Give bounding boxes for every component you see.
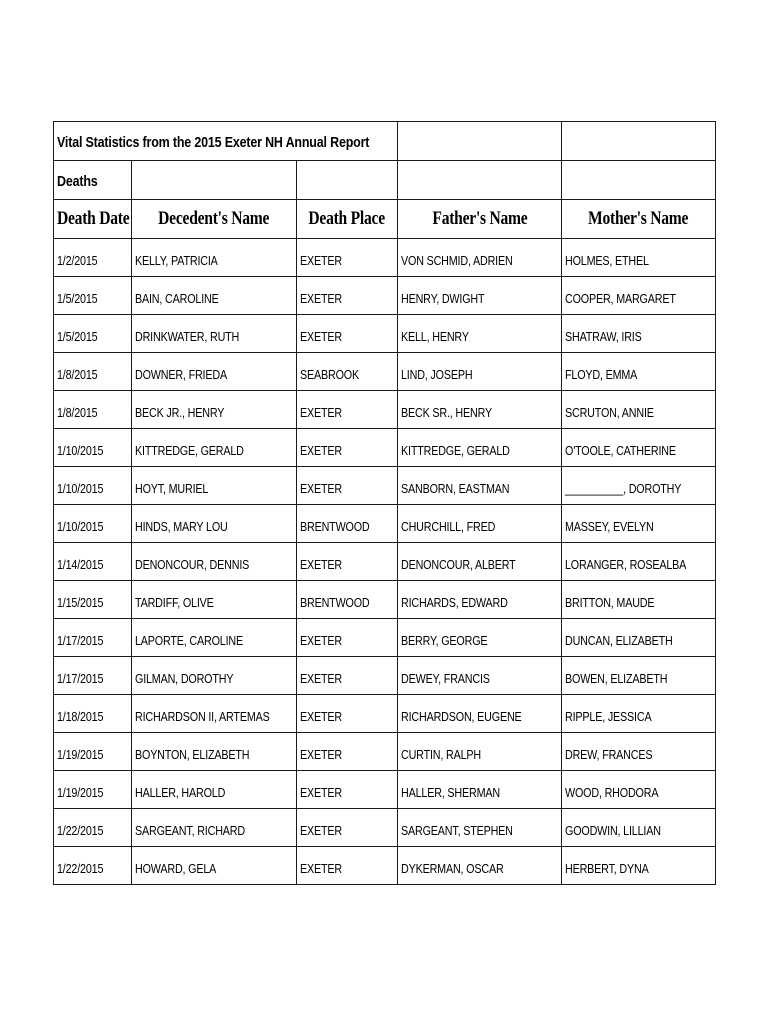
death-place-cell: EXETER	[297, 467, 398, 505]
death-date-cell: 1/22/2015	[54, 847, 132, 885]
death-date-cell: 1/5/2015	[54, 315, 132, 353]
mother-name-cell: HERBERT, DYNA	[562, 847, 716, 885]
table-row	[54, 847, 716, 885]
death-place-cell: BRENTWOOD	[297, 581, 398, 619]
father-name-cell: DYKERMAN, OSCAR	[398, 847, 562, 885]
death-place-cell: EXETER	[297, 771, 398, 809]
mother-name-cell: GOODWIN, LILLIAN	[562, 809, 716, 847]
column-header-death-place: Death Place	[297, 200, 398, 239]
death-date-cell: 1/2/2015	[54, 239, 132, 277]
table-row	[54, 543, 716, 581]
empty-cell	[562, 122, 716, 161]
death-date-cell: 1/8/2015	[54, 353, 132, 391]
father-name-cell: BERRY, GEORGE	[398, 619, 562, 657]
title-row	[54, 122, 716, 161]
decedent-name-cell: BOYNTON, ELIZABETH	[132, 733, 297, 771]
death-place-cell: EXETER	[297, 315, 398, 353]
father-name-cell: RICHARDSON, EUGENE	[398, 695, 562, 733]
section-row	[54, 161, 716, 200]
mother-name-cell: FLOYD, EMMA	[562, 353, 716, 391]
decedent-name-cell: LAPORTE, CAROLINE	[132, 619, 297, 657]
empty-cell	[297, 161, 398, 200]
decedent-name-cell: TARDIFF, OLIVE	[132, 581, 297, 619]
father-name-cell: KITTREDGE, GERALD	[398, 429, 562, 467]
death-date-cell: 1/22/2015	[54, 809, 132, 847]
death-date-cell: 1/14/2015	[54, 543, 132, 581]
death-place-cell: SEABROOK	[297, 353, 398, 391]
death-place-cell: BRENTWOOD	[297, 505, 398, 543]
table-row	[54, 391, 716, 429]
father-name-cell: KELL, HENRY	[398, 315, 562, 353]
decedent-name-cell: SARGEANT, RICHARD	[132, 809, 297, 847]
mother-name-cell: DUNCAN, ELIZABETH	[562, 619, 716, 657]
death-place-cell: EXETER	[297, 695, 398, 733]
section-label: Deaths	[57, 174, 98, 190]
death-place-cell: EXETER	[297, 239, 398, 277]
empty-cell	[398, 161, 562, 200]
mother-name-cell: RIPPLE, JESSICA	[562, 695, 716, 733]
table-row	[54, 429, 716, 467]
death-place-cell: EXETER	[297, 619, 398, 657]
empty-cell	[132, 161, 297, 200]
column-header-mother-name: Mother's Name	[562, 200, 716, 239]
death-date-cell: 1/19/2015	[54, 771, 132, 809]
column-header-father-name: Father's Name	[398, 200, 562, 239]
table-row	[54, 733, 716, 771]
decedent-name-cell: KELLY, PATRICIA	[132, 239, 297, 277]
decedent-name-cell: GILMAN, DOROTHY	[132, 657, 297, 695]
decedent-name-cell: KITTREDGE, GERALD	[132, 429, 297, 467]
death-place-cell: EXETER	[297, 733, 398, 771]
father-name-cell: RICHARDS, EDWARD	[398, 581, 562, 619]
table-row	[54, 619, 716, 657]
mother-name-cell: O'TOOLE, CATHERINE	[562, 429, 716, 467]
column-header-decedent-name: Decedent's Name	[132, 200, 297, 239]
father-name-cell: CURTIN, RALPH	[398, 733, 562, 771]
death-place-cell: EXETER	[297, 657, 398, 695]
table-row	[54, 581, 716, 619]
table-row	[54, 695, 716, 733]
mother-name-cell: DREW, FRANCES	[562, 733, 716, 771]
mother-name-cell: SCRUTON, ANNIE	[562, 391, 716, 429]
death-place-cell: EXETER	[297, 543, 398, 581]
death-date-cell: 1/17/2015	[54, 657, 132, 695]
decedent-name-cell: RICHARDSON II, ARTEMAS	[132, 695, 297, 733]
father-name-cell: VON SCHMID, ADRIEN	[398, 239, 562, 277]
decedent-name-cell: BAIN, CAROLINE	[132, 277, 297, 315]
death-place-cell: EXETER	[297, 847, 398, 885]
decedent-name-cell: HOWARD, GELA	[132, 847, 297, 885]
decedent-name-cell: HOYT, MURIEL	[132, 467, 297, 505]
death-date-cell: 1/10/2015	[54, 467, 132, 505]
decedent-name-cell: HALLER, HAROLD	[132, 771, 297, 809]
death-place-cell: EXETER	[297, 809, 398, 847]
father-name-cell: SARGEANT, STEPHEN	[398, 809, 562, 847]
death-date-cell: 1/15/2015	[54, 581, 132, 619]
table-row	[54, 809, 716, 847]
death-date-cell: 1/5/2015	[54, 277, 132, 315]
report-title: Vital Statistics from the 2015 Exeter NH Annual Report	[57, 135, 370, 151]
mother-name-cell: __________, DOROTHY	[562, 467, 716, 505]
father-name-cell: DENONCOUR, ALBERT	[398, 543, 562, 581]
table-row	[54, 467, 716, 505]
report-title-cell	[54, 122, 398, 161]
mother-name-cell: HOLMES, ETHEL	[562, 239, 716, 277]
table-row	[54, 239, 716, 277]
table-row	[54, 353, 716, 391]
empty-cell	[562, 161, 716, 200]
table-row	[54, 771, 716, 809]
decedent-name-cell: DENONCOUR, DENNIS	[132, 543, 297, 581]
header-row	[54, 200, 716, 239]
section-label-cell	[54, 161, 132, 200]
mother-name-cell: COOPER, MARGARET	[562, 277, 716, 315]
death-date-cell: 1/19/2015	[54, 733, 132, 771]
father-name-cell: HALLER, SHERMAN	[398, 771, 562, 809]
deaths-table	[53, 121, 716, 885]
mother-name-cell: LORANGER, ROSEALBA	[562, 543, 716, 581]
column-header-death-date: Death Date	[54, 200, 132, 239]
death-place-cell: EXETER	[297, 277, 398, 315]
death-date-cell: 1/10/2015	[54, 429, 132, 467]
father-name-cell: CHURCHILL, FRED	[398, 505, 562, 543]
decedent-name-cell: HINDS, MARY LOU	[132, 505, 297, 543]
death-place-cell: EXETER	[297, 429, 398, 467]
father-name-cell: HENRY, DWIGHT	[398, 277, 562, 315]
table-row	[54, 277, 716, 315]
death-date-cell: 1/8/2015	[54, 391, 132, 429]
death-date-cell: 1/10/2015	[54, 505, 132, 543]
mother-name-cell: BOWEN, ELIZABETH	[562, 657, 716, 695]
mother-name-cell: WOOD, RHODORA	[562, 771, 716, 809]
empty-cell	[398, 122, 562, 161]
decedent-name-cell: DOWNER, FRIEDA	[132, 353, 297, 391]
father-name-cell: DEWEY, FRANCIS	[398, 657, 562, 695]
decedent-name-cell: BECK JR., HENRY	[132, 391, 297, 429]
table-row	[54, 657, 716, 695]
mother-name-cell: MASSEY, EVELYN	[562, 505, 716, 543]
death-place-cell: EXETER	[297, 391, 398, 429]
mother-name-cell: SHATRAW, IRIS	[562, 315, 716, 353]
mother-name-cell: BRITTON, MAUDE	[562, 581, 716, 619]
father-name-cell: LIND, JOSEPH	[398, 353, 562, 391]
death-date-cell: 1/17/2015	[54, 619, 132, 657]
decedent-name-cell: DRINKWATER, RUTH	[132, 315, 297, 353]
table-row	[54, 315, 716, 353]
death-date-cell: 1/18/2015	[54, 695, 132, 733]
table-row	[54, 505, 716, 543]
father-name-cell: SANBORN, EASTMAN	[398, 467, 562, 505]
father-name-cell: BECK SR., HENRY	[398, 391, 562, 429]
